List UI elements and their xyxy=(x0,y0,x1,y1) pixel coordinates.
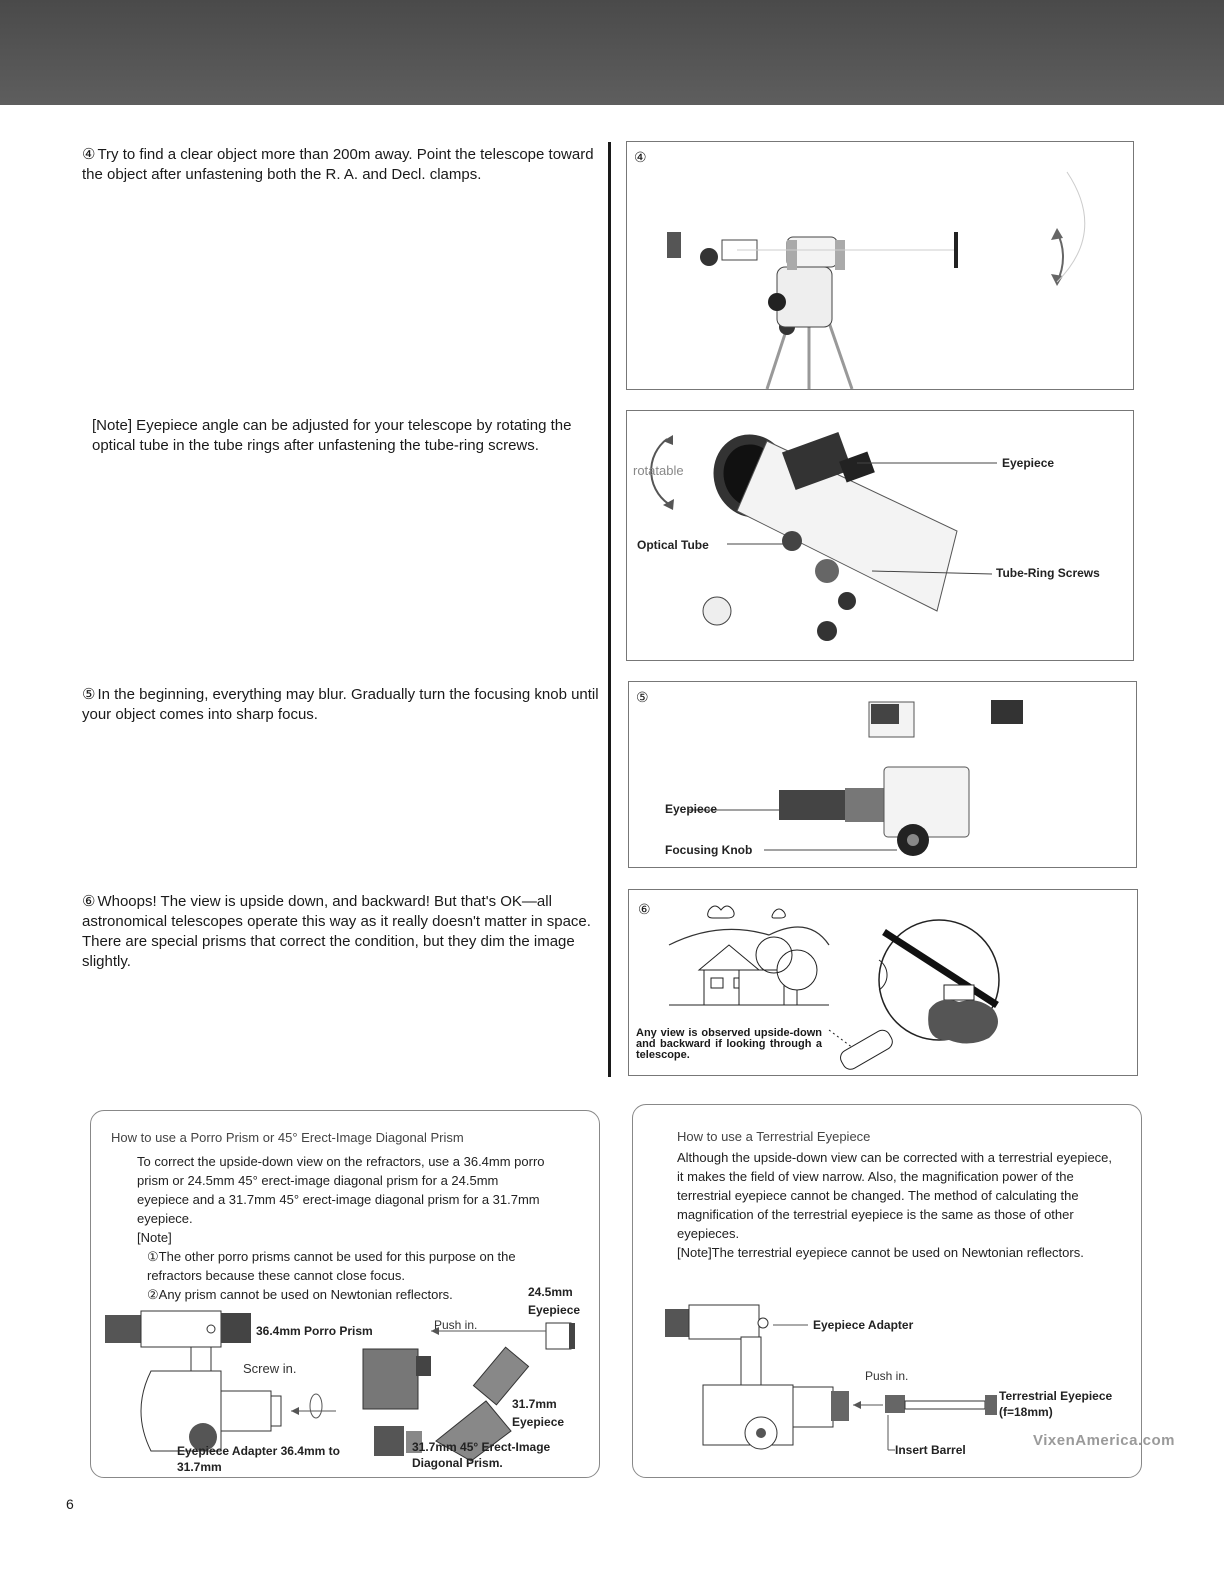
terrestrial-eyepiece-box xyxy=(632,1104,1142,1478)
terrestrial-box-body xyxy=(677,1148,1117,1262)
page-number: 6 xyxy=(66,1496,74,1512)
step-5 xyxy=(82,685,600,725)
label-31-7mm-eyepiece: 31.7mm Eyepiece xyxy=(512,1397,565,1429)
figure-6-upside-down-view xyxy=(628,889,1138,1076)
optical-tube-illustration xyxy=(627,411,1133,660)
label-screw-in: Screw in. xyxy=(243,1361,297,1376)
figure-5-number: ⑤ xyxy=(636,689,649,705)
column-divider xyxy=(608,142,611,1077)
step-6 xyxy=(82,892,600,972)
optical-tube-label: Optical Tube xyxy=(637,538,709,552)
label-diagonal-prism: 31.7mm 45° Erect-Image Diagonal Prism. xyxy=(412,1440,551,1470)
porro-prism-box xyxy=(90,1110,600,1478)
eyepiece-label: Eyepiece xyxy=(1002,456,1055,470)
porro-note-2: ②Any prism cannot be used on Newtonian reflectors. xyxy=(147,1287,453,1302)
rotatable-label: rotatable xyxy=(633,463,684,478)
label-eyepiece-adapter: Eyepiece Adapter 36.4mm to 31.7mm xyxy=(177,1444,340,1474)
terrestrial-box-title: How to use a Terrestrial Eyepiece xyxy=(677,1129,871,1144)
step-6-number: ⑥ xyxy=(82,893,96,910)
figure-6-caption: Any view is observed upside-down and backward if looking through a telescope. xyxy=(636,1027,822,1061)
eyepiece-label-5: Eyepiece xyxy=(665,802,718,816)
figure-5-focusing xyxy=(628,681,1137,868)
label-terrestrial-eyepiece: Terrestrial Eyepiece (f=18mm) xyxy=(999,1389,1113,1419)
tube-ring-screws-label: Tube-Ring Screws xyxy=(996,566,1100,580)
figure-4-telescope-pointing xyxy=(626,141,1134,390)
header-bar xyxy=(0,0,1224,105)
porro-note-1: ①The other porro prisms cannot be used for this purpose on the refractors because these cannot close focus. xyxy=(147,1249,516,1283)
site-watermark: VixenAmerica.com xyxy=(1033,1432,1175,1449)
focuser-illustration xyxy=(629,682,1136,867)
porro-box-body xyxy=(137,1152,553,1304)
step-4 xyxy=(82,145,600,185)
label-push-in-t: Push in. xyxy=(865,1369,909,1383)
focusing-knob-label: Focusing Knob xyxy=(665,843,753,857)
label-push-in-porro: Push in. xyxy=(434,1318,478,1332)
step-6-text: Whoops! The view is upside down, and backward! But that's OK—all astronomical telescopes operate this way as it really doesn't matter in space. There are special prisms that correct the condition, but they dim the image slightly. xyxy=(82,893,591,970)
terrestrial-body-text: Although the upside-down view can be corrected with a terrestrial eyepiece, it makes the field of view narrow. Also, the magnification power of the terrestrial eyepiece cannot be changed. The method of calculating the magnification of the terrestrial eyepiece is the same as those of other eyepieces. xyxy=(677,1150,1113,1241)
figure-6-number: ⑥ xyxy=(638,901,651,917)
figure-4-number: ④ xyxy=(634,149,647,165)
step-5-number: ⑤ xyxy=(82,686,96,703)
porro-body-text: To correct the upside-down view on the refractors, use a 36.4mm porro prism or 24.5mm 45° erect-image diagonal prism for a 24.5mm eyepiece and a 31.7mm 45° erect-image diagonal prism for a 31.7mm eyepiece. xyxy=(137,1154,545,1226)
telescope-mount-illustration xyxy=(627,142,1133,389)
step-4-number: ④ xyxy=(82,146,96,163)
note-tube-rotation: [Note] Eyepiece angle can be adjusted for your telescope by rotating the optical tube in the tube rings after unfastening the tube-ring screws. xyxy=(92,417,572,454)
step-4-text: Try to find a clear object more than 200m away. Point the telescope toward the object after unfastening both the R. A. and Decl. clamps. xyxy=(82,146,594,183)
label-eyepiece-adapter-t: Eyepiece Adapter xyxy=(813,1318,914,1332)
label-24-5mm-eyepiece: 24.5mm Eyepiece xyxy=(528,1285,581,1317)
terrestrial-note: [Note]The terrestrial eyepiece cannot be used on Newtonian reflectors. xyxy=(677,1245,1084,1260)
porro-box-title: How to use a Porro Prism or 45° Erect-Image Diagonal Prism xyxy=(111,1130,464,1145)
step-5-text: In the beginning, everything may blur. Gradually turn the focusing knob until your object comes into sharp focus. xyxy=(82,686,599,723)
label-insert-barrel: Insert Barrel xyxy=(895,1443,966,1457)
porro-note-head: [Note] xyxy=(137,1230,172,1245)
label-36-4mm-porro-prism: 36.4mm Porro Prism xyxy=(256,1324,373,1338)
figure-tube-rotation xyxy=(626,410,1134,661)
